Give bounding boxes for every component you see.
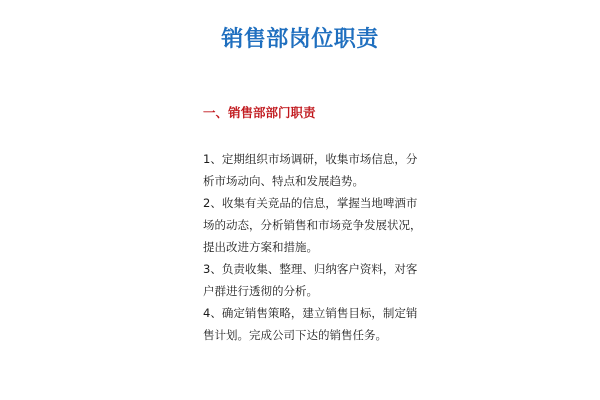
duty-line: 售计划。完成公司下达的销售任务。 <box>203 328 387 342</box>
duty-line: 户群进行透彻的分析。 <box>203 284 318 298</box>
duty-item-3 <box>203 258 418 302</box>
duty-line: 3、负责收集、整理、归纳客户资料，对客 <box>203 262 418 276</box>
duty-line: 场的动态，分析销售和市场竞争发展状况， <box>203 218 422 232</box>
duty-list <box>203 148 422 346</box>
page-title: 销售部岗位职责 <box>221 27 379 52</box>
duty-line: 1、定期组织市场调研，收集市场信息，分 <box>203 152 418 166</box>
duty-item-1 <box>203 148 418 192</box>
section-heading: 一、销售部部门职责 <box>203 105 316 120</box>
duty-line: 析市场动向、特点和发展趋势。 <box>203 174 364 188</box>
duty-item-4 <box>203 302 418 346</box>
duty-item-2 <box>203 192 422 258</box>
duty-line: 提出改进方案和措施。 <box>203 240 318 254</box>
duty-line: 4、确定销售策略，建立销售目标，制定销 <box>203 306 418 320</box>
duty-line: 2、收集有关竞品的信息，掌握当地啤酒市 <box>203 196 418 210</box>
